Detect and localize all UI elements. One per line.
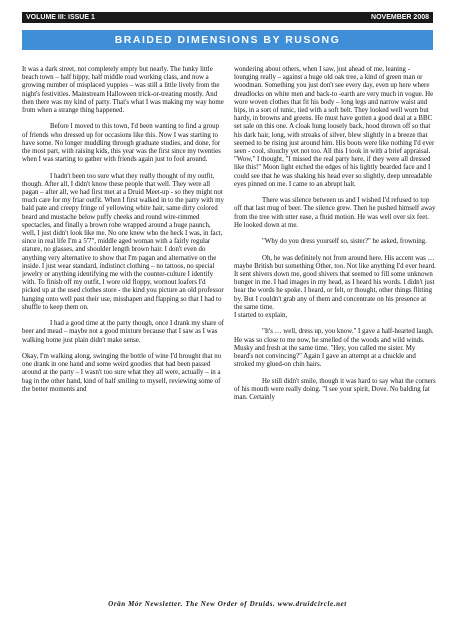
- newsletter-footer: Orän Mór Newsletter. The New Order of Druids. www.druidcircle.net: [108, 600, 347, 608]
- left-paragraph-5: Okay, I'm walking along, swinging the bottle of wine I'd brought that no one drank in one hand and some weird goodies that had been passed around at the party – I wasn't too sure what they all were, actually – in a bag in the other hand, kind of half smiling to myself, reviewing some of the better moments and: [22, 353, 222, 393]
- volume-issue-label: VOLUME III: ISSUE 1: [26, 14, 95, 21]
- right-paragraph-7: He still didn't smile, though it was hard to say what the corners of his mouth were really doing. "I see your spirit, Dove. No balding fat man. Certainly: [234, 377, 436, 402]
- right-paragraph-6: "It's … well, dress up, you know." I gave a half-hearted laugh. He was so close to me now, he smelled of the woods and wild winds. Musky and fresh at the same time. "Hey, you called me sister. My beard's not convincing?" Again I gave an attempt at a chuckle and stroked my glued-on chin hairs.: [234, 328, 434, 369]
- left-paragraph-1: It was a dark street, not completely empty but nearly. The funky little beach town – half hippy, half middle road working class, and now a growing number of misplaced yuppies – was still a little lively from the night's festivities. Mainstream Halloween trick-or-treating mostly. And then there was my kind of party. That's what I was making my way home from when a strange thing happened.: [22, 66, 224, 115]
- article-title: BRAIDED DIMENSIONS BY RUSONG: [114, 34, 341, 46]
- article-title-banner: [22, 30, 433, 50]
- left-paragraph-4: I had a good time at the party though, once I drank my share of beer and mead – maybe not a good mixture because that I saw as I was walking home just plain didn't make sense.: [22, 320, 224, 344]
- article-right-column: [234, 66, 436, 581]
- right-paragraph-4: Oh, he was definitely not from around here. His accent was … maybe British but something Other, too. Not like anything I'd ever heard. It sent shivers down me, good shivers that seemed to fill some unknown hunger in me. I had images in my head, as I heard his words. I didn't just hear the words he spoke. I heard, or felt, or thought, other things flitting by. But I couldn't grab any of them and concentrate on his presence at the same time.: [234, 254, 436, 311]
- right-paragraph-2: There was silence between us and I wished I'd refused to top off that last mug of beer. The silence grew. Then he pushed himself away from the tree with utter ease, a fluid motion. He was well over six feet. He looked down at me.: [234, 197, 436, 229]
- left-paragraph-3: I hadn't been too sure what they really thought of my outfit, though. After all, I didn't know these people that well. They were all pagan – after all, we had first met at a Druid Meet-up - so they might not much care for my friar outfit. When I first walked in to the party with my bald pate and creepy fringe of yellowing white hair, same dirty colored beard and mustache below puffy cheeks and round wire-rimmed spectacles, and finally a brown robe wrapped around a huge paunch, well, I just didn't look like me. No one knew who the heck I was, in fact, since in real life I'm a 5'7", middle aged woman with a fairly regular stature, no glasses, and shoulder length brown hair. I don't even do anything very alternative to show that I'm pagan and alternative on the inside. I just wear standard, indistinct clothing – no tattoos, no special jewelry or anything identifying me with the counter-culture I identify with. To finish off my outfit, I wore old floppy, wornout loafers I'd picked up at the used clothes store - the kind you picture an old professor hanging onto well past their use, misshapen and flapping so that I had to shuffle to keep them on.: [22, 172, 224, 311]
- right-paragraph-3: "Why do you dress yourself so, sister?" he asked, frowning.: [262, 238, 427, 246]
- left-paragraph-2: Before I moved to this town, I'd been wanting to find a group of friends who dressed up for occasions like this. Now I was starting to have some. No longer muddling through graduate studies, and done, for the most part, with raising kids, this year was the first since my twenties when I was starting to gather with friends again just to fool around.: [22, 123, 221, 164]
- article-left-column: [22, 66, 224, 581]
- issue-header-bar: [22, 12, 433, 23]
- issue-date-label: NOVEMBER 2008: [371, 14, 429, 21]
- right-paragraph-1: wondering about others, when I saw, just ahead of me, leaning - lounging really – against a huge old oak tree, a kind of green man or woodman. Something you just don't see every day, even up here where dreadlocks on white men and back-to -earth are very much in vogue. He wore woven clothes that fit his body – long legs and narrow waist and hips, in a sort of tunic, tied with a soft belt. They looked well worn but hardy, in browns and greens. He must have gotten a good deal at a BBC set sale on this one. A cloak hung loosely back, hood thrown off so that his dark hair, long, with streaks of silver, blew slightly in a breeze that seemed to be rising just around him. His boots were like nothing I'd ever seen - cool, slouchy yet not too. All this I took in with a brief appraisal. "Wow," I thought, "I missed the real party here, if they were all dressed like this!" Moon light etched the edges of his lightly bearded face and I could see that he was shaking his head ever so slightly, deep unreadable eyes pinned on me. I came to an abrupt halt.: [234, 66, 435, 188]
- right-paragraph-5: I started to explain,: [234, 312, 288, 320]
